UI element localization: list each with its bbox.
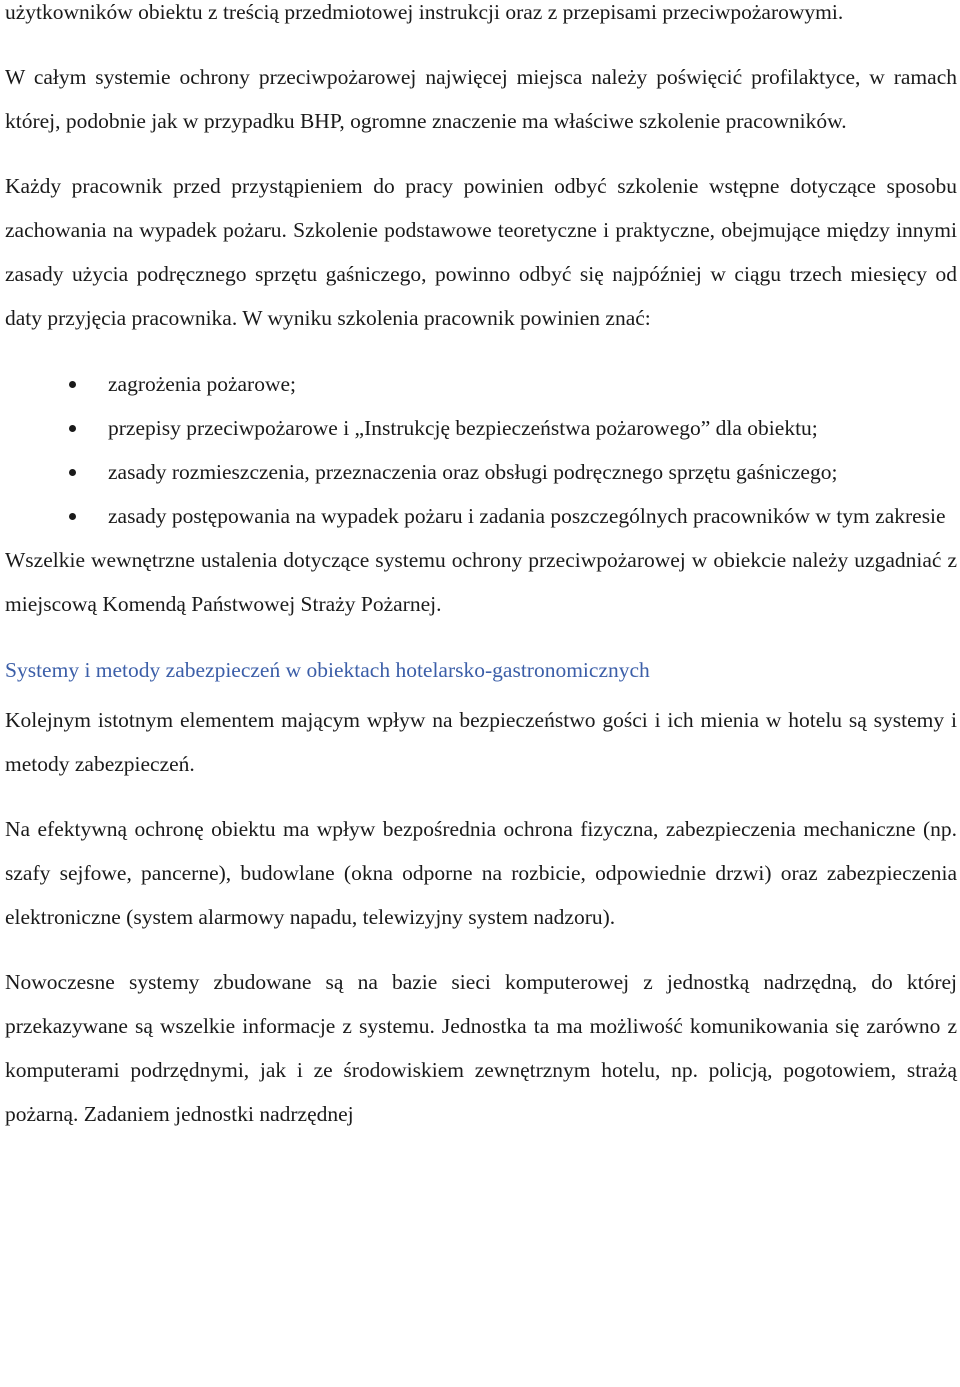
document-page xyxy=(5,0,957,1136)
paragraph-physical-protection: Na efektywną ochronę obiektu ma wpływ bezpośrednia ochrona fizyczna, zabezpieczenia mechaniczne (np. szafy sejfowe, pancerne), budowlane (okna odporne na rozbicie, odpowiednie drzwi) oraz zabezpieczenia elektroniczne (system alarmowy napadu, telewizyjny system nadzoru). xyxy=(5,817,957,929)
spacer xyxy=(5,34,957,55)
paragraph-fire-protection-system: W całym systemie ochrony przeciwpożarowej najwięcej miejsca należy poświęcić profilaktyce, w ramach której, podobnie jak w przypadku BHP, ogromne znaczenie ma właściwe szkolenie pracowników. xyxy=(5,65,957,133)
training-requirements-list xyxy=(5,362,957,538)
list-item-text: zagrożenia pożarowe; xyxy=(108,372,297,396)
paragraph-modern-systems: Nowoczesne systemy zbudowane są na bazie sieci komputerowej z jednostką nadrzędną, do której przekazywane są wszelkie informacje z systemu. Jednostka ta ma możliwość komunikowania się zarówno z komputerami podrzędnymi, jak i ze środowiskiem zewnętrznym hotelu, np. policją, pogotowiem, strażą pożarną. Zadaniem jednostki nadrzędnej xyxy=(5,970,957,1126)
list-item-text: zasady rozmieszczenia, przeznaczenia oraz obsługi podręcznego sprzętu gaśniczego; xyxy=(108,460,838,484)
list-item xyxy=(5,406,957,450)
spacer xyxy=(5,143,957,164)
spacer xyxy=(5,340,957,362)
list-item-text: przepisy przeciwpożarowe i „Instrukcję bezpieczeństwa pożarowego” dla obiektu; xyxy=(108,416,818,440)
section-heading: Systemy i metody zabezpieczeń w obiektach hotelarsko-gastronomicznych xyxy=(5,658,650,682)
paragraph-security-systems-intro: Kolejnym istotnym elementem mającym wpływ na bezpieczeństwo gości i ich mienia w hotelu są systemy i metody zabezpieczeń. xyxy=(5,708,957,776)
bullet-icon xyxy=(69,381,76,388)
spacer xyxy=(5,626,957,648)
list-item xyxy=(5,362,957,406)
list-item-text: zasady postępowania na wypadek pożaru i zadania poszczególnych pracowników w tym zakresie xyxy=(108,504,946,528)
paragraph-intro-continuation: użytkowników obiektu z treścią przedmiotowej instrukcji oraz z przepisami przeciwpożarowymi. xyxy=(5,0,844,24)
spacer xyxy=(5,786,957,807)
paragraph-employee-training: Każdy pracownik przed przystąpieniem do pracy powinien odbyć szkolenie wstępne dotyczące sposobu zachowania na wypadek pożaru. Szkolenie podstawowe teoretyczne i praktyczne, obejmujące między innymi zasady użycia podręcznego sprzętu gaśniczego, powinno odbyć się najpóźniej w ciągu trzech miesięcy od daty przyjęcia pracownika. W wyniku szkolenia pracownik powinien znać: xyxy=(5,174,957,330)
list-item xyxy=(5,494,957,538)
bullet-icon xyxy=(69,469,76,476)
bullet-icon xyxy=(69,513,76,520)
bullet-icon xyxy=(69,425,76,432)
spacer xyxy=(5,939,957,960)
list-item xyxy=(5,450,957,494)
paragraph-internal-arrangements: Wszelkie wewnętrzne ustalenia dotyczące systemu ochrony przeciwpożarowej w obiekcie należy uzgadniać z miejscową Komendą Państwowej Straży Pożarnej. xyxy=(5,548,957,616)
